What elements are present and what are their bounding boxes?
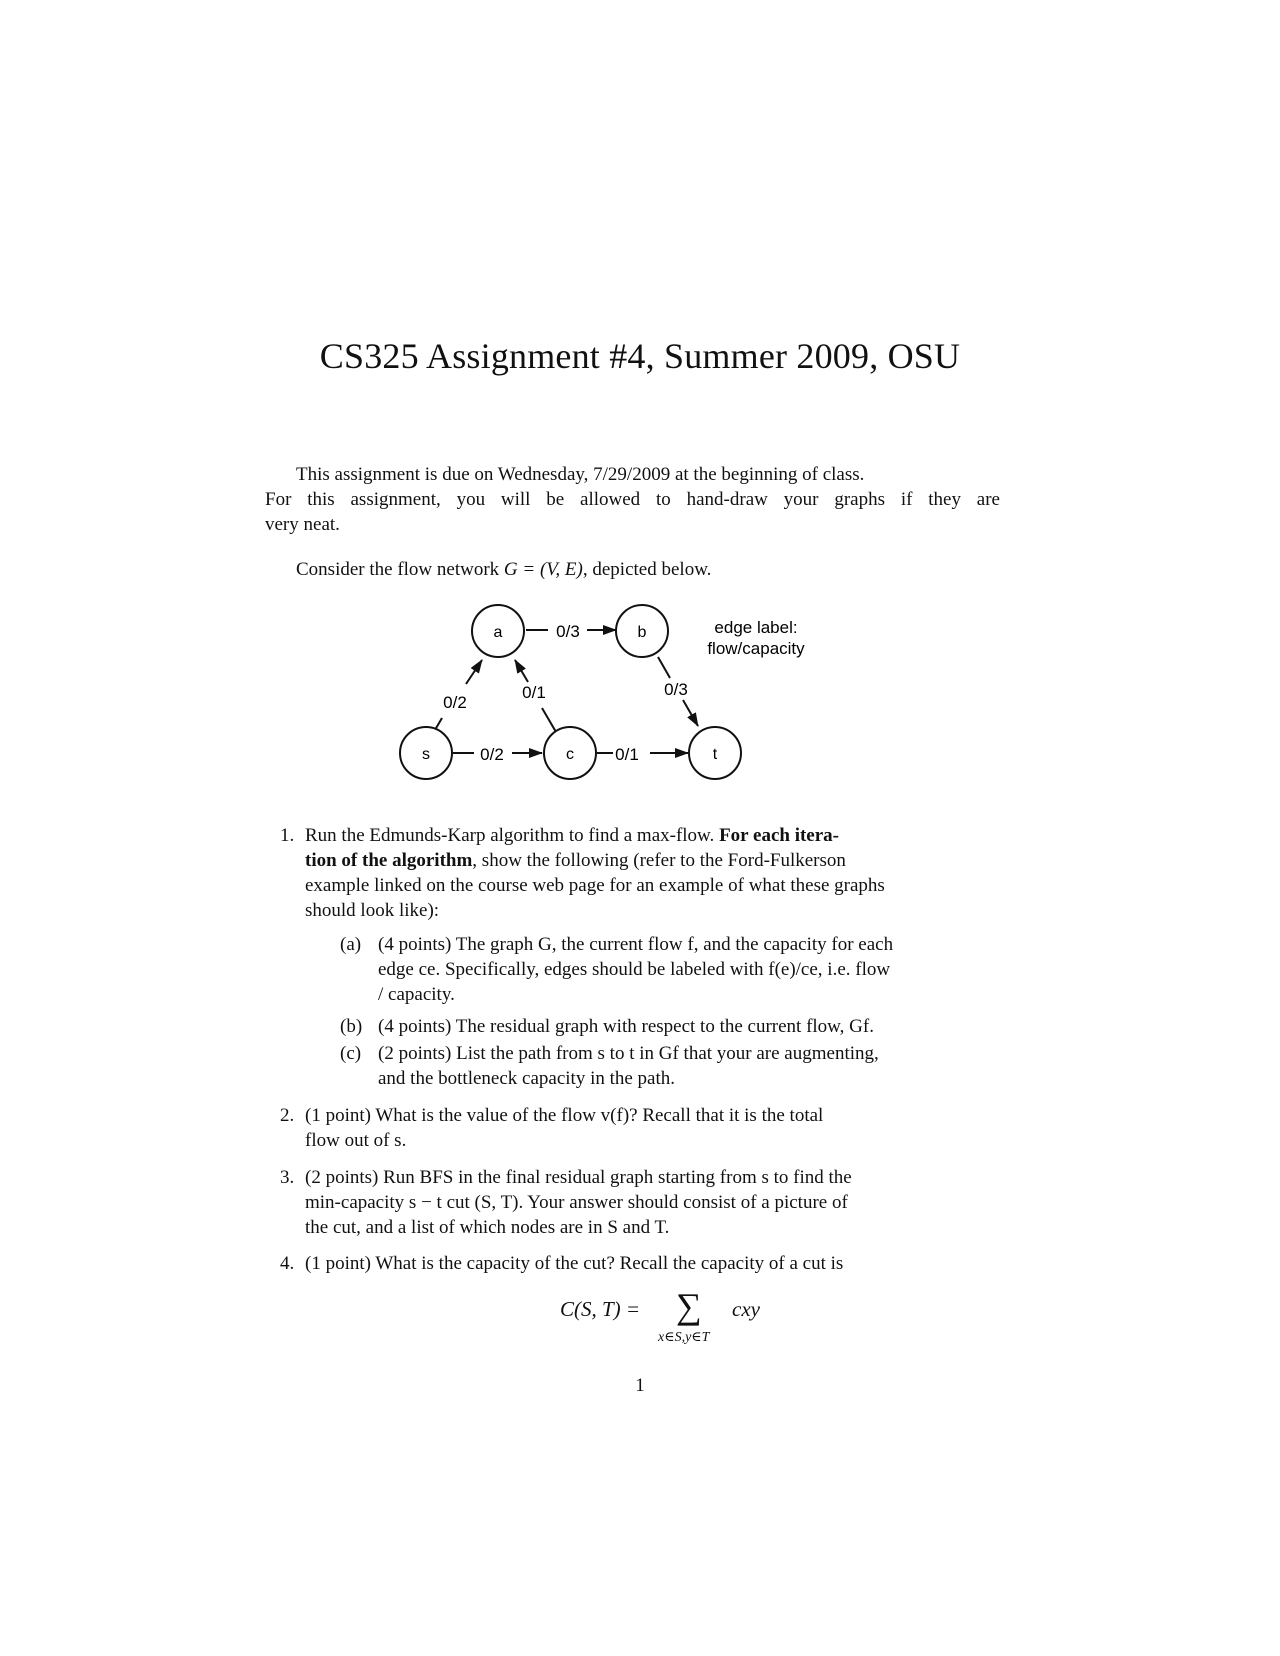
question-4 [280,1251,1000,1276]
legend-line-2: flow/capacity [707,639,805,658]
question-4-number: 4. [280,1253,295,1274]
question-1-line-3: example linked on the course web page for an example of what these graphs [305,875,885,896]
consider-text-before: Consider the flow network [296,559,504,580]
intro-line-1: This assignment is due on Wednesday, 7/29/2009 at the beginning of class. [296,464,865,485]
node-t-label: t [712,746,718,763]
question-2 [280,1103,1000,1153]
node-a [472,605,524,657]
node-a-label: a [493,624,503,641]
edge-b-t-label: 0/3 [664,680,688,699]
edge-c-t [597,745,688,764]
edge-c-t-label: 0/1 [615,745,639,764]
intro-line-2: For this assignment, you will be allowed to hand-draw your graphs if they are [265,489,1000,510]
formula-sigma: ∑ [676,1286,702,1326]
subitem-c-label: (c) [340,1043,362,1064]
formula-lhs: C(S, T) = [560,1297,641,1321]
formula-term: cxy [732,1297,760,1321]
subitem-b-label: (b) [340,1016,363,1037]
question-3-line-2: min-capacity s − t cut (S, T). Your answer should consist of a picture of [305,1192,848,1213]
subitem-a-line-3: / capacity. [378,984,455,1005]
page-number: 1 [635,1375,645,1396]
consider-text-after: , depicted below. [582,559,712,580]
subitem-b-line-1: (4 points) The residual graph with respect to the current flow, Gf. [378,1016,874,1037]
question-4-line-1: (1 point) What is the capacity of the cut? Recall the capacity of a cut is [305,1253,844,1274]
subitem-b [340,1014,1000,1039]
consider-sentence [296,557,996,582]
formula-subscript: x∈S,y∈T [658,1330,710,1345]
edge-s-a [432,660,482,735]
subitem-a-label: (a) [340,934,362,955]
flow-network-diagram [380,600,880,840]
consider-math: G = (V, E) [503,559,583,580]
edge-s-c [453,745,542,764]
question-3 [280,1165,1000,1240]
question-1-line-4: should look like): [305,900,440,921]
edge-c-a [515,660,556,732]
intro-paragraph [265,462,1000,537]
edge-s-a-label: 0/2 [443,693,467,712]
intro-line-3: very neat. [265,514,340,535]
question-1 [280,823,1000,923]
node-c [544,727,596,779]
subitem-c-line-1: (2 points) List the path from s to t in Gf that your are augmenting, [378,1043,879,1064]
edge-a-b [526,622,616,641]
edge-s-c-label: 0/2 [480,745,504,764]
subitem-a-line-1: (4 points) The graph G, the current flow f, and the capacity for each [378,934,894,955]
question-1-number: 1. [280,825,295,846]
question-3-line-1: (2 points) Run BFS in the final residual graph starting from s to find the [305,1167,852,1188]
node-s-label: s [422,746,430,763]
subitem-a [340,932,1000,1007]
subitem-c-line-2: and the bottleneck capacity in the path. [378,1068,676,1089]
question-2-line-1: (1 point) What is the value of the flow v(f)? Recall that it is the total [305,1105,824,1126]
question-2-line-2: flow out of s. [305,1130,407,1151]
legend-line-1: edge label: [714,618,798,637]
node-c-label: c [566,746,574,763]
question-1-line-1: Run the Edmunds-Karp algorithm to find a max-flow. For each itera- [305,825,839,846]
edge-a-b-label: 0/3 [556,622,580,641]
subitem-a-line-2: edge ce. Specifically, edges should be labeled with f(e)/ce, i.e. flow [378,959,891,980]
subitem-c [340,1041,1000,1091]
node-s [400,727,452,779]
document-title: CS325 Assignment #4, Summer 2009, OSU [319,336,961,376]
node-b [616,605,668,657]
node-b-label: b [637,624,647,641]
edge-b-t [658,657,698,726]
question-2-number: 2. [280,1105,295,1126]
edge-c-a-label: 0/1 [522,683,546,702]
node-t [689,727,741,779]
question-1-line-2: tion of the algorithm, show the following (refer to the Ford-Fulkerson [305,850,846,871]
question-3-line-3: the cut, and a list of which nodes are in S and T. [305,1217,670,1238]
question-3-number: 3. [280,1167,295,1188]
